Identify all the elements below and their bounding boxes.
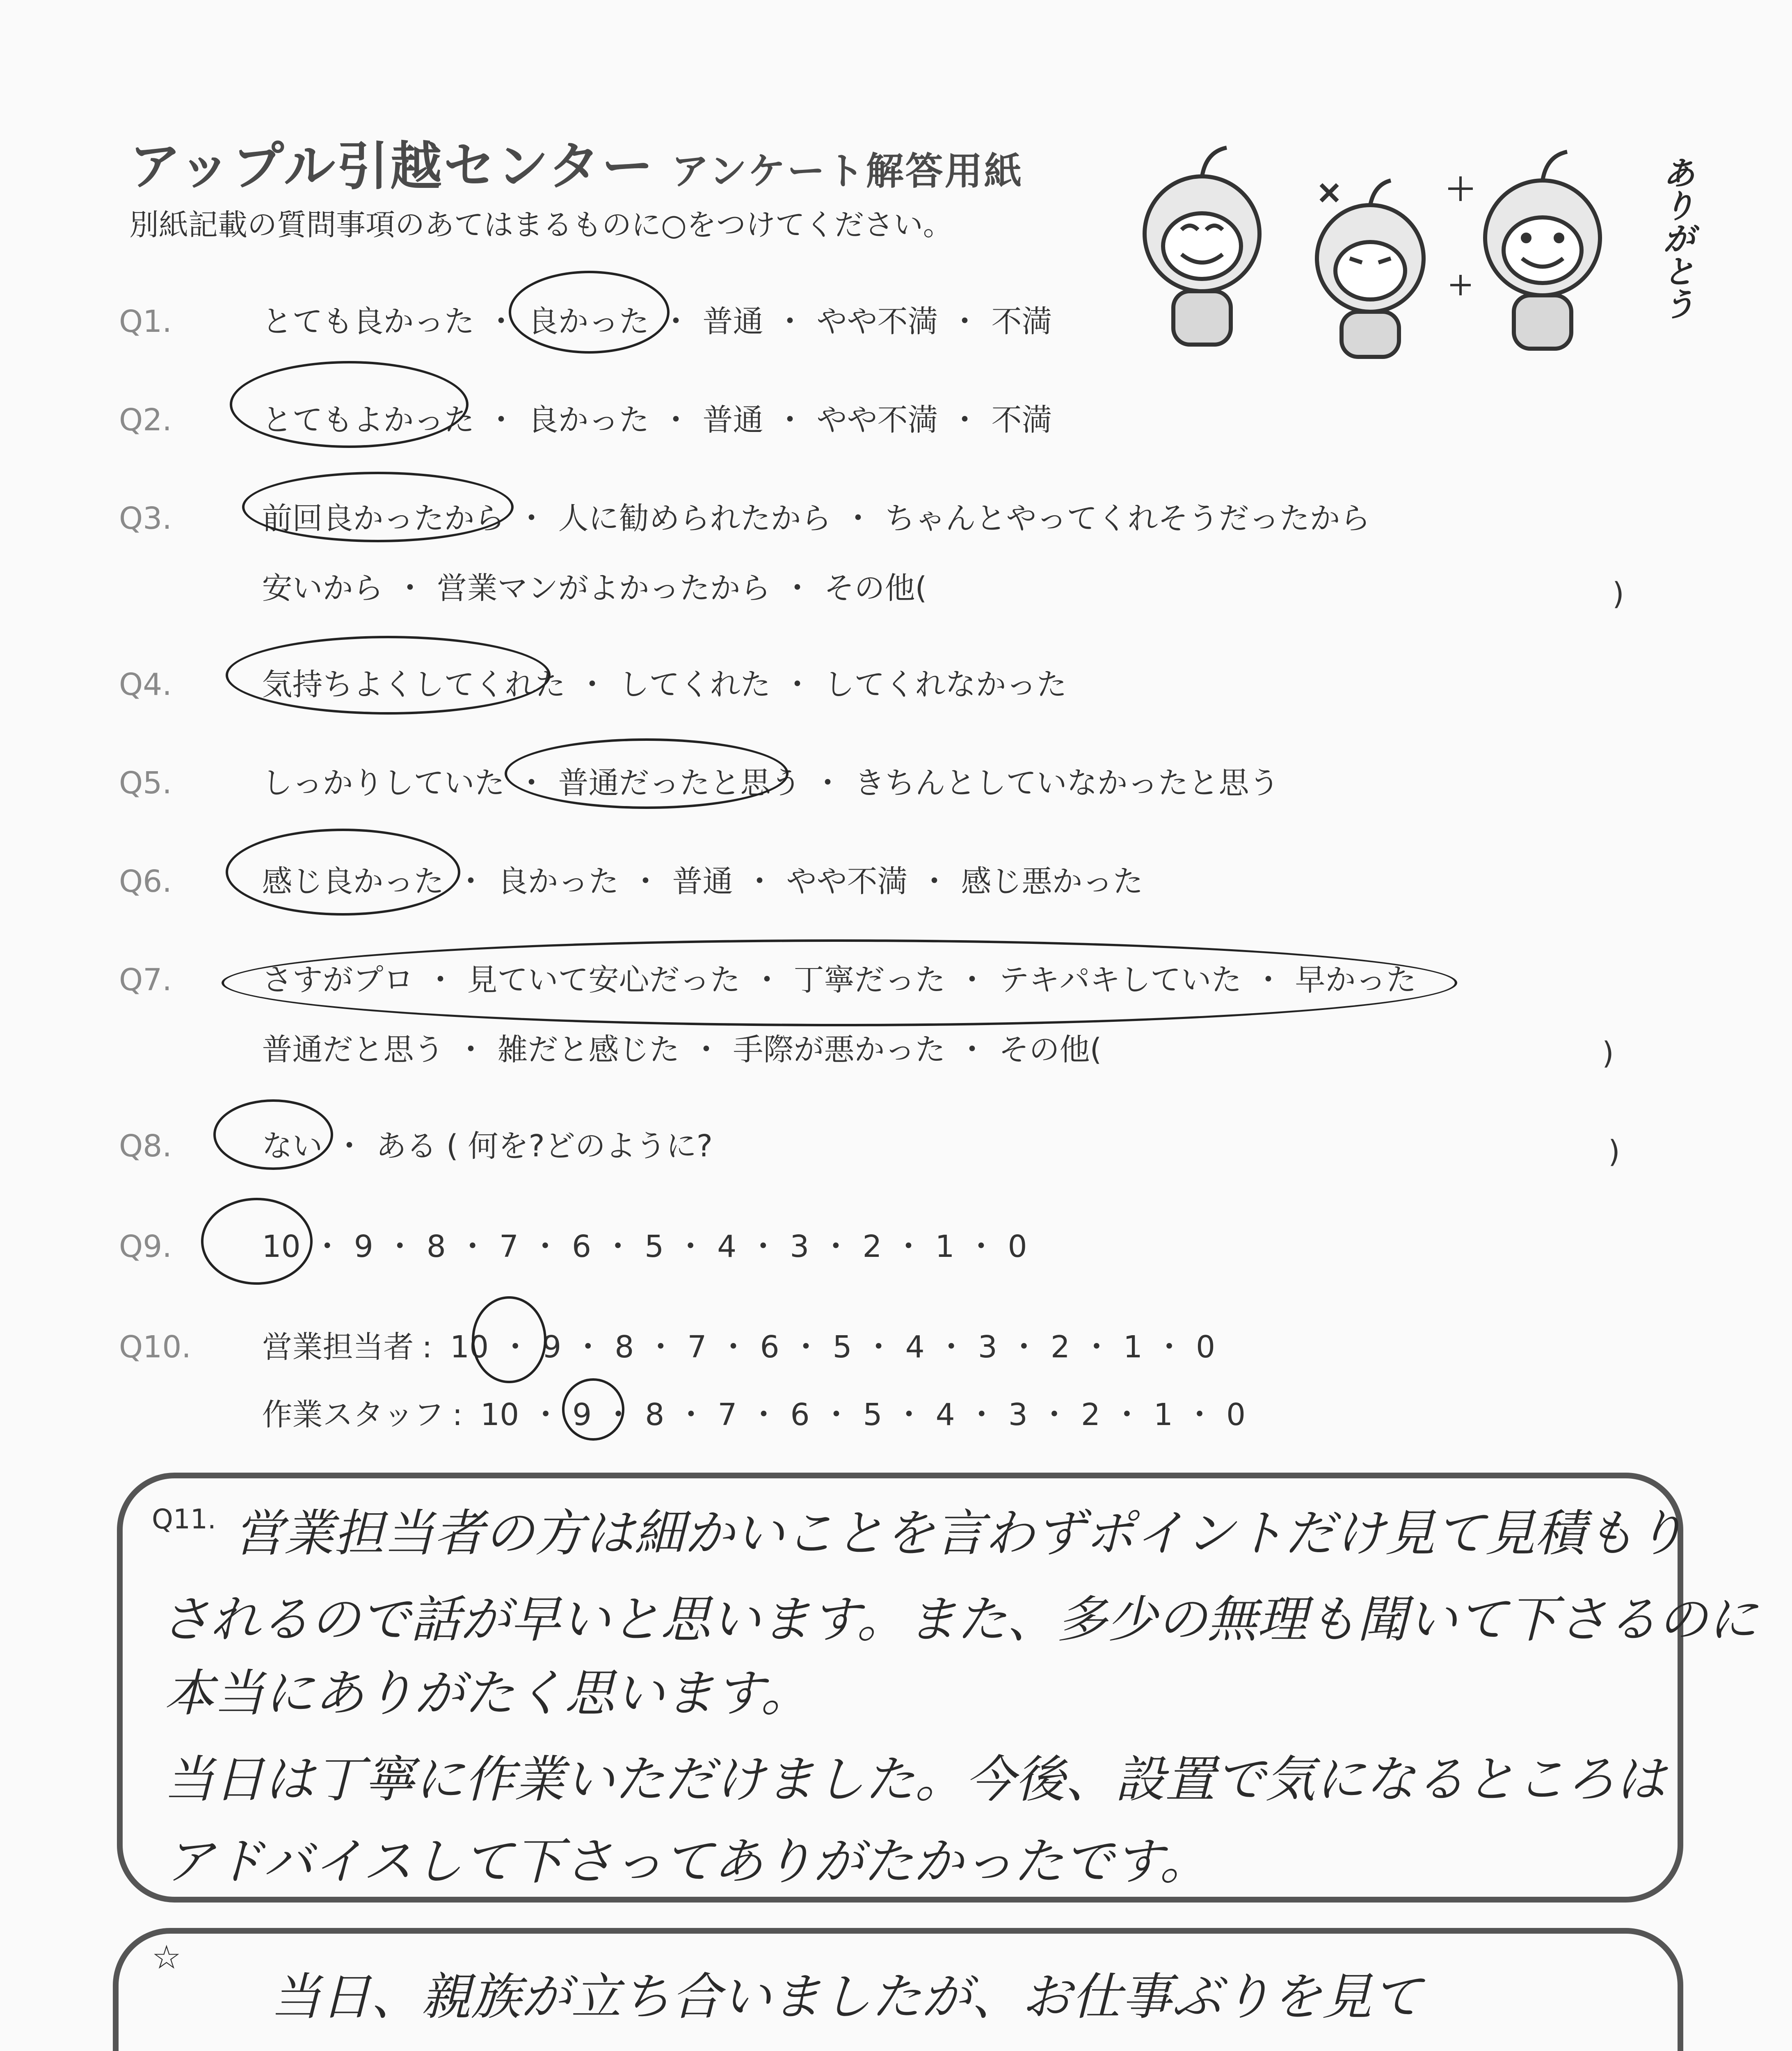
handwritten-line: 当日、親族が立ち合いましたが、お仕事ぶりを見て (271, 1968, 1422, 2026)
score-option[interactable]: 1 (1123, 1329, 1143, 1365)
option[interactable]: 良かった (497, 864, 619, 899)
option-selected[interactable]: 前回良かったから (262, 501, 505, 536)
option-selected[interactable]: 気持ちよくしてくれた (262, 667, 566, 702)
score-option[interactable]: 6 (571, 1229, 592, 1264)
form-subtitle: アンケート解答用紙 (671, 149, 1024, 193)
option-selected[interactable]: 感じ良かった (262, 864, 444, 899)
score-option-selected[interactable]: 9 (572, 1397, 592, 1432)
question-q9: Q9. 10 ・ 9 ・ 8 ・ 7 ・ 6 ・ 5 ・ 4 ・ 3 ・ 2 ・ 1 ・ 0 (119, 1229, 1027, 1264)
answer-circle (226, 636, 551, 715)
handwritten-line: されるので話が早いと思います。また、多少の無理も聞いて下さるのに (160, 1590, 1758, 1649)
option[interactable]: 営業マンがよかったから (437, 571, 771, 606)
option[interactable]: 普通 (702, 402, 763, 438)
option-selected[interactable]: 普通だったと思う (558, 765, 801, 801)
option-selected[interactable]: とてもよかった (262, 402, 475, 438)
option[interactable]: やや不満 (786, 864, 908, 899)
question-q7-row2: 普通だと思う ・ 雑だと感じた ・ 手際が悪かった ・ その他( (262, 1032, 1102, 1067)
answer-circle (509, 271, 670, 354)
option[interactable]: 普通 (672, 864, 733, 899)
answer-circle (472, 1296, 546, 1383)
option-selected[interactable]: テキパキしていた (999, 962, 1242, 998)
score-option[interactable]: 8 (615, 1329, 634, 1365)
question-label: Q10. (119, 1329, 191, 1365)
instruction-text: 別紙記載の質問事項のあてはまるものに○をつけてください。 (129, 208, 953, 242)
question-label: Q5. (119, 765, 172, 801)
answer-circle (562, 1378, 624, 1441)
score-option-selected[interactable]: 10 (262, 1229, 301, 1264)
option[interactable]: 普通だと思う (262, 1032, 444, 1067)
score-option[interactable]: 7 (718, 1397, 737, 1432)
option[interactable]: 手際が悪かった (733, 1032, 946, 1067)
score-option[interactable]: 6 (760, 1329, 779, 1365)
question-q1: Q1. とても良かった ・ 良かった ・ 普通 ・ やや不満 ・ 不満 (119, 304, 1052, 339)
option[interactable]: 人に勧められたから (558, 501, 832, 536)
score-option[interactable]: 2 (1081, 1397, 1100, 1432)
option[interactable]: きちんとしていなかったと思う (854, 765, 1280, 801)
option[interactable]: 感じ悪かった (961, 864, 1143, 899)
question-label: Q4. (119, 667, 172, 702)
option[interactable]: 安いから (262, 571, 384, 606)
score-option[interactable]: 6 (790, 1397, 810, 1432)
question-label: Q1. (119, 304, 172, 339)
option-selected[interactable]: さすがプロ (262, 962, 414, 998)
q11-label: Q11. (152, 1503, 216, 1535)
option-selected[interactable]: ない (262, 1128, 323, 1164)
option[interactable]: 良かった (528, 402, 649, 438)
option[interactable]: やや不満 (816, 304, 938, 339)
score-option[interactable]: 9 (354, 1229, 373, 1264)
question-q7: Q7. さすがプロ ・ 見ていて安心だった ・ 丁寧だった ・ テキパキしていた ・ 早かった (119, 962, 1417, 998)
score-option[interactable]: 2 (862, 1229, 882, 1264)
option[interactable]: やや不満 (816, 402, 938, 438)
score-option[interactable]: 3 (790, 1229, 809, 1264)
score-option[interactable]: 2 (1050, 1329, 1070, 1365)
question-q3: Q3. 前回良かったから ・ 人に勧められたから ・ ちゃんとやってくれそうだったから (119, 501, 1371, 536)
company-name: アップル引越センター (129, 136, 655, 196)
option[interactable]: 不満 (991, 402, 1052, 438)
question-q4: Q4. 気持ちよくしてくれた ・ してくれた ・ してくれなかった (119, 667, 1067, 702)
rater-label: 作業スタッフ (262, 1397, 444, 1432)
question-q3-row2: 安いから ・ 営業マンがよかったから ・ その他( (262, 571, 927, 606)
answer-circle (222, 939, 1457, 1026)
option-selected[interactable]: 丁寧だった (793, 962, 946, 998)
question-q2: Q2. とてもよかった ・ 良かった ・ 普通 ・ やや不満 ・ 不満 (119, 402, 1052, 438)
question-label: Q3. (119, 501, 172, 536)
question-q8: Q8. ない ・ ある ( 何を?どのように? (119, 1128, 713, 1164)
option[interactable]: その他( (999, 1032, 1102, 1067)
score-option[interactable]: 1 (1153, 1397, 1173, 1432)
rater-label: 営業担当者 (262, 1329, 414, 1365)
handwritten-line: アドバイスして下さってありがたかったです。 (164, 1832, 1210, 1891)
question-label: Q7. (119, 962, 172, 998)
question-q10: Q10. 営業担当者 : 10 ・ 9 ・ 8 ・ 7 ・ 6 ・ 5 ・ 4 ・ 3 ・ 2 ・ 1 ・ 0 (119, 1329, 1216, 1365)
question-q6: Q6. 感じ良かった ・ 良かった ・ 普通 ・ やや不満 ・ 感じ悪かった (119, 864, 1143, 899)
star-mark: ☆ (152, 1938, 181, 1976)
answer-circle (242, 472, 514, 542)
score-option[interactable]: 0 (1196, 1329, 1216, 1365)
question-label: Q6. (119, 864, 172, 899)
option-selected[interactable]: 見ていて安心だった (467, 962, 741, 998)
score-option[interactable]: 3 (1008, 1397, 1028, 1432)
monkey-happy-icon (1448, 152, 1600, 349)
score-option[interactable]: 7 (499, 1229, 519, 1264)
score-option[interactable]: 5 (863, 1397, 882, 1432)
mascot-thanks-text: ありがとう (1657, 156, 1696, 320)
answer-circle (213, 1099, 333, 1170)
answer-circle (505, 738, 789, 809)
score-option[interactable]: 5 (645, 1229, 664, 1264)
option[interactable]: その他( (824, 571, 927, 606)
score-option-selected[interactable]: 10 (450, 1329, 489, 1365)
monkey-shy-icon (1317, 180, 1424, 357)
score-option[interactable]: 4 (905, 1329, 925, 1365)
option[interactable]: ちゃんとやってくれそうだったから (885, 501, 1371, 536)
score-option[interactable]: 0 (1008, 1229, 1027, 1264)
handwritten-line: 当日は丁寧に作業いただけました。今後、設置で気になるところは (164, 1750, 1666, 1809)
question-q5: Q5. しっかりしていた ・ 普通だったと思う ・ きちんとしていなかったと思う (119, 765, 1280, 801)
option[interactable]: しっかりしていた (262, 765, 505, 801)
paren-close: ) (1612, 576, 1624, 612)
score-option[interactable]: 7 (687, 1329, 707, 1365)
score-option[interactable]: 9 (542, 1329, 562, 1365)
handwritten-line: 本当にありがたく思います。 (164, 1664, 811, 1722)
option-selected[interactable]: 良かった (528, 304, 649, 339)
option[interactable]: してくれた (619, 667, 771, 702)
score-option[interactable]: 8 (645, 1397, 665, 1432)
option-selected[interactable]: 早かった (1295, 962, 1417, 998)
option[interactable]: 普通 (702, 304, 763, 339)
option[interactable]: してくれなかった (824, 667, 1067, 702)
question-label: Q9. (119, 1229, 172, 1264)
option[interactable]: とても良かった (262, 304, 475, 339)
answer-circle (230, 361, 469, 448)
form-title (129, 125, 1024, 199)
handwritten-line (283, 2047, 1732, 2051)
question-label: Q2. (119, 402, 172, 438)
answer-circle (226, 829, 460, 916)
score-option[interactable]: 3 (978, 1329, 997, 1365)
score-option[interactable]: 10 (480, 1397, 519, 1432)
score-option[interactable]: 4 (935, 1397, 955, 1432)
option[interactable]: ある ( 何を?どのように? (376, 1128, 713, 1164)
paren-close: ) (1602, 1036, 1614, 1071)
score-option[interactable]: 4 (717, 1229, 737, 1264)
option[interactable]: 不満 (991, 304, 1052, 339)
handwritten-line: 営業担当者の方は細かいことを言わずポイントだけ見て見積もり (234, 1504, 1685, 1562)
question-q10-row2: 作業スタッフ : 10 ・ 9 ・ 8 ・ 7 ・ 6 ・ 5 ・ 4 ・ 3 ・ 2 ・ 1 ・ 0 (262, 1397, 1246, 1432)
paren-close: ) (1608, 1134, 1620, 1169)
monkey-laughing-icon (1145, 148, 1259, 345)
score-option[interactable]: 1 (935, 1229, 955, 1264)
score-option[interactable]: 5 (832, 1329, 852, 1365)
mascot-illustration (1108, 123, 1703, 369)
answer-circle (201, 1198, 313, 1285)
option[interactable]: 雑だと感じた (497, 1032, 680, 1067)
score-option[interactable]: 0 (1226, 1397, 1246, 1432)
score-option[interactable]: 8 (426, 1229, 446, 1264)
question-label: Q8. (119, 1128, 172, 1164)
